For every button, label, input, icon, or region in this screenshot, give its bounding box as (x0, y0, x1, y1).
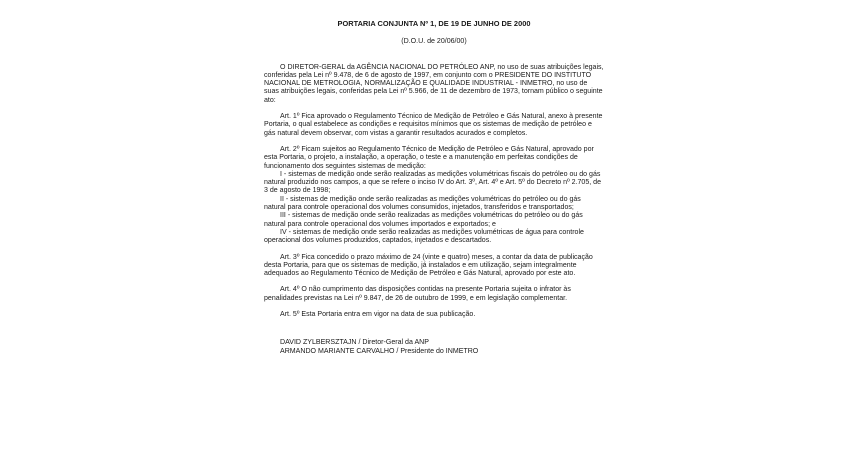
article-4: Art. 4º O não cumprimento das disposições contidas na presente Portaria sujeita o infrator às penalidades previstas na Lei nº 9.847, de 26 de outubro de 1999, e em legislação complementar. (264, 286, 571, 302)
signature-block (264, 339, 604, 356)
article-2: Art. 2º Ficam sujeitos ao Regulamento Técnico de Medição de Petróleo e Gás Natural, aprovado por esta Portaria, o projeto, a instalação, a operação, o teste e a manutenção em perfeitas condições de funcionamento dos seguintes sistemas de medição: (264, 145, 594, 170)
publication-source: (D.O.U. de 20/06/00) (401, 38, 467, 46)
article-2-item-1: I - sistemas de medição onde serão realizadas as medições volumétricas fiscais do petróleo ou do gás natural produzido nos campos, a que se refere o inciso IV do Art. 3º, Art. 4º e Art. 5º do Decreto nº 2.705, de 3 de agosto de 1998; (264, 170, 601, 195)
article-3: Art. 3º Fica concedido o prazo máximo de 24 (vinte e quatro) meses, a contar da data de publicação desta Portaria, para que os sistemas de medição, já instalados e em utilização, sejam integralmente adequados ao Regulamento Técnico de Medição de Petróleo e Gás Natural, aprovado por este ato. (264, 253, 593, 278)
document-title: PORTARIA CONJUNTA Nº 1, DE 19 DE JUNHO DE 2000 (337, 19, 531, 28)
article-5: Art. 5º Esta Portaria entra em vigor na data de sua publicação. (280, 311, 476, 319)
intro-paragraph: O DIRETOR-GERAL da AGÊNCIA NACIONAL DO PETRÓLEO ANP, no uso de suas atribuições legais, conferidas pela Lei nº 9.478, de 6 de agosto de 1997, em conjunto com o PRESIDENTE DO INSTITUTO NACIONAL DE METROLOGIA, NORMALIZAÇÃO E QUALIDADE INDUSTRIAL - INMETRO, no uso de suas atribuições legais, conferidas pela Lei nº 5.966, de 11 de dezembro de 1973, tornam público o seguinte ato: (264, 63, 604, 104)
signature-inmetro: ARMANDO MARIANTE CARVALHO / Presidente do INMETRO (280, 347, 479, 355)
article-2-item-2: II - sistemas de medição onde serão realizadas as medições volumétricas do petróleo ou do gás natural para controle operacional dos volumes consumidos, injetados, transferidos e transportados; (264, 195, 581, 212)
signature-anp: DAVID ZYLBERSZTAJN / Diretor-Geral da ANP (280, 339, 429, 347)
article-2-item-3: III - sistemas de medição onde serão realizadas as medições volumétricas do petróleo ou do gás natural para controle operacional dos volumes importados e exportados; e (264, 212, 583, 228)
article-2-item-4: IV - sistemas de medição onde serão realizadas as medições volumétricas de água para controle operacional dos volumes produzidos, captados, injetados e descartados. (264, 228, 584, 245)
document-page (264, 14, 604, 356)
article-1: Art. 1º Fica aprovado o Regulamento Técnico de Medição de Petróleo e Gás Natural, anexo à presente Portaria, o qual estabelece as condições e requisitos mínimos que os sistemas de medição de petróleo e gás natural devem observar, com vistas a garantir resultados acurados e completos. (264, 113, 603, 137)
